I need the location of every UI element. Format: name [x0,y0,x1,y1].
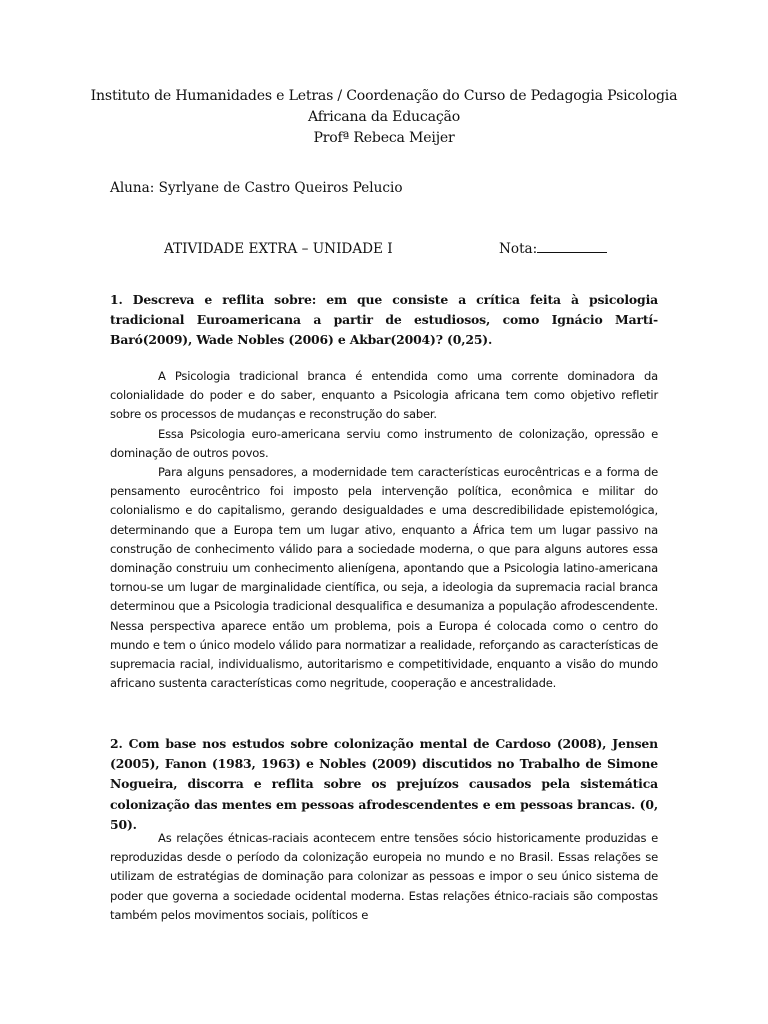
grade-field [499,239,607,259]
answer-1-paragraph-2: Essa Psicologia euro-americana serviu como instrumento de colonização, opressão e dominação de outros povos. [110,426,658,460]
institution-line: Instituto de Humanidades e Letras / Coordenação do Curso de Pedagogia Psicologia [90,88,678,104]
grade-label: Nota: [499,241,538,257]
question-1: 1. Descreva e reflita sobre: em que consiste a crítica feita à psicologia tradicional Euroamericana a partir de estudiosos, como Ignácio Martí-Baró(2009), Wade Nobles (2006) e Akbar(2004)? (0,25). [110,292,658,348]
answer-2-paragraph-1: As relações étnicas-raciais acontecem entre tensões sócio historicamente produzidas e reproduzidas desde o período da colonização europeia no mundo e no Brasil. Essas relações se utilizam de estratégias de dominação para colonizar as pessoas e impor o seu único sistema de poder que governa a sociedade ocidental moderna. Estas relações étnico-raciais são compostas também pelos movimentos sociais, políticos e [110,831,658,922]
answer-1-paragraph-3: Para alguns pensadores, a modernidade tem características eurocêntricas e a forma de pensamento eurocêntrico foi imposto pela intervenção política, econômica e militar do colonialismo e do capitalismo, gerando desigualdades e uma descredibilidade epistemológica, determinando que a Europa tem um lugar ativo, enquanto a África tem um lugar passivo na construção de conhecimento válido para a sociedade moderna, o que para alguns autores essa dominação construiu um conhecimento alienígena, apontando que a Psicologia latino-americana tornou-se um lugar de marginalidade científica, ou seja, a ideologia da supremacia racial branca determinou que a Psicologia tradicional desqualifica e desumaniza a população afrodescendente. Nessa perspectiva aparece então um problema, pois a Europa é colocada como o centro do mundo e tem o único modelo válido para normatizar a realidade, reforçando as características de supremacia racial, individualismo, autoritarismo e competitividade, enquanto a visão do mundo africano sustenta características como negritude, cooperação e ancestralidade. [110,465,658,691]
question-2: 2. Com base nos estudos sobre colonização mental de Cardoso (2008), Jensen (2005), Fanon (1983, 1963) e Nobles (2009) discutidos no Trabalho de Simone Nogueira, discorra e reflita sobre os prejuízos causados pela sistemática colonização das mentes em pessoas afrodescendentes e em pessoas brancas. (0, 50). [110,736,658,832]
document-header [80,86,688,149]
answer-1-paragraph-1: A Psicologia tradicional branca é entendida como uma corrente dominadora da colonialidade do poder e do saber, enquanto a Psicologia africana tem como objetivo refletir sobre os processos de mudanças e reconstrução do saber. [110,369,658,422]
student-name: Aluna: Syrlyane de Castro Queiros Pelucio [110,180,403,196]
professor-line: Profª Rebeca Meijer [313,130,455,146]
answer-1 [110,367,658,693]
course-line: Africana da Educação [307,109,460,125]
activity-title: ATIVIDADE EXTRA – UNIDADE I [164,241,393,257]
grade-blank-line [537,239,607,253]
answer-2 [110,829,658,925]
